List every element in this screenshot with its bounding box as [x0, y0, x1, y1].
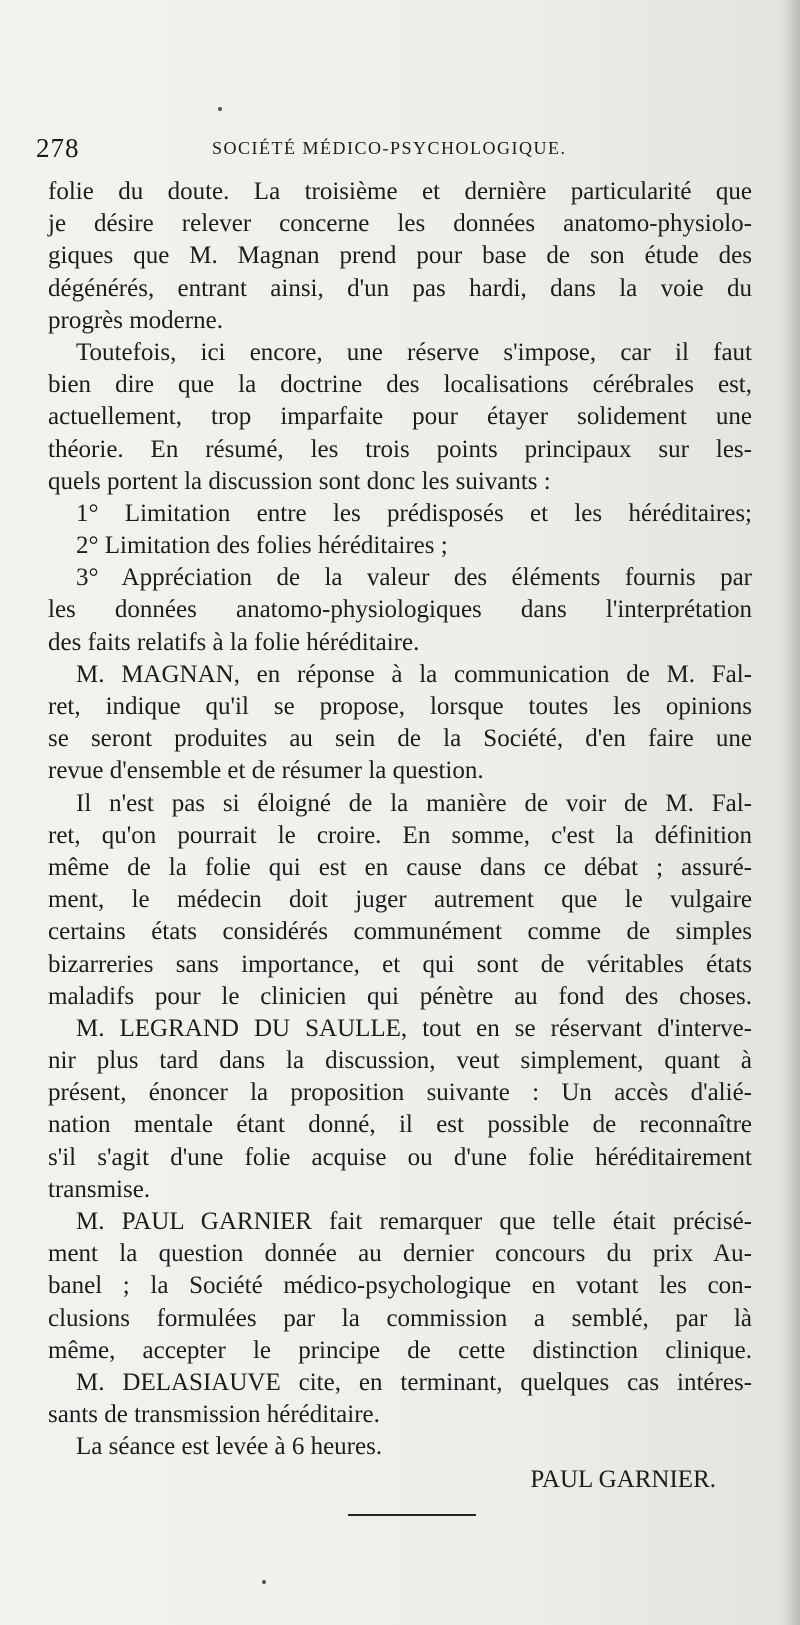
- text-line: dégénérés, entrant ainsi, d'un pas hardi, dans la voie du: [48, 274, 752, 302]
- text-line: Toutefois, ici encore, une réserve s'impose, car il faut: [76, 338, 752, 366]
- text-line: folie du doute. La troisième et dernière particularité que: [48, 178, 752, 205]
- text-line: M. LEGRAND DU SAULLE, tout en se réservant d'interve-: [76, 1014, 752, 1042]
- text-line: transmise.: [48, 1175, 151, 1203]
- text-line: M. DELASIAUVE cite, en terminant, quelques cas intéres-: [76, 1368, 752, 1396]
- section-separator-rule: [348, 1514, 476, 1516]
- text-line: bien dire que la doctrine des localisations cérébrales est,: [48, 371, 752, 399]
- body-text: [48, 176, 752, 1496]
- text-line: La séance est levée à 6 heures.: [76, 1433, 383, 1461]
- page-edge-shadow: [782, 0, 800, 1625]
- text-line: maladifs pour le clinicien qui pénètre au fond des choses.: [48, 982, 752, 1010]
- text-line: bizarreries sans importance, et qui sont de véritables états: [48, 950, 752, 978]
- text-line: M. PAUL GARNIER fait remarquer que telle était précisé-: [76, 1208, 752, 1235]
- text-line: actuellement, trop imparfaite pour étayer solidement une: [48, 403, 752, 431]
- text-line: giques que M. Magnan prend pour base de son étude des: [48, 242, 752, 270]
- text-line: théorie. En résumé, les trois points principaux sur les-: [48, 435, 752, 463]
- text-line: des faits relatifs à la folie héréditaire.: [48, 628, 420, 656]
- text-line: ret, indique qu'il se propose, lorsque toutes les opinions: [48, 693, 752, 720]
- text-line: s'il s'agit d'une folie acquise ou d'une folie héréditairement: [48, 1143, 752, 1171]
- ink-speck: [218, 107, 222, 111]
- ink-speck: [262, 1580, 266, 1584]
- text-line: ret, qu'on pourrait le croire. En somme, c'est la définition: [48, 821, 752, 849]
- page-header: [36, 133, 736, 167]
- text-line: banel ; la Société médico-psychologique en votant les con-: [48, 1272, 752, 1300]
- text-line: progrès moderne.: [48, 306, 223, 334]
- page-number: 278: [36, 133, 80, 163]
- text-line: je désire relever concerne les données anatomo-physiolo-: [48, 210, 752, 238]
- text-line: les données anatomo-physiologiques dans l'interprétation: [48, 596, 752, 624]
- text-line: même de la folie qui est en cause dans ce débat ; assuré-: [48, 853, 752, 881]
- text-line: sants de transmission héréditaire.: [48, 1401, 380, 1429]
- text-line: Il n'est pas si éloigné de la manière de voir de M. Fal-: [76, 789, 752, 817]
- text-line: 3° Appréciation de la valeur des éléments fournis par: [76, 564, 752, 592]
- text-line: certains états considérés communément comme de simples: [48, 918, 752, 946]
- text-line: 1° Limitation entre les prédisposés et les héréditaires;: [76, 499, 752, 527]
- text-line: nir plus tard dans la discussion, veut simplement, quant à: [48, 1047, 752, 1075]
- text-line: revue d'ensemble et de résumer la question.: [48, 757, 484, 785]
- running-head: SOCIÉTÉ MÉDICO-PSYCHOLOGIQUE.: [212, 138, 567, 158]
- text-line: même, accepter le principe de cette distinction clinique.: [48, 1336, 752, 1364]
- signature: PAUL GARNIER.: [530, 1465, 716, 1493]
- text-line: M. MAGNAN, en réponse à la communication de M. Fal-: [76, 660, 752, 688]
- text-line: nation mentale étant donné, il est possible de reconnaître: [48, 1111, 752, 1139]
- text-line: ment la question donnée au dernier concours du prix Au-: [48, 1240, 752, 1268]
- text-line: présent, énoncer la proposition suivante : Un accès d'alié-: [48, 1079, 752, 1107]
- text-line: clusions formulées par la commission a semblé, par là: [48, 1304, 752, 1332]
- text-line: se seront produites au sein de la Société, d'en faire une: [48, 725, 752, 753]
- text-line: quels portent la discussion sont donc les suivants :: [48, 467, 551, 495]
- text-line: ment, le médecin doit juger autrement que le vulgaire: [48, 886, 752, 914]
- text-line: 2° Limitation des folies héréditaires ;: [76, 532, 448, 560]
